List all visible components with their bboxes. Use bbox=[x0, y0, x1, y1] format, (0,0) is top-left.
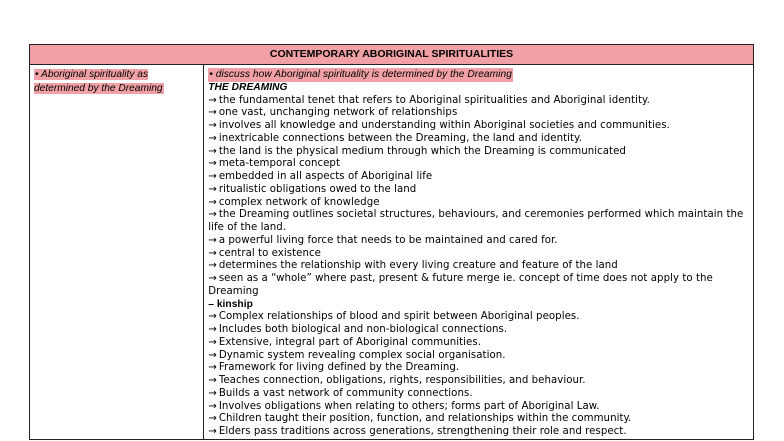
dreaming-point-text: the fundamental tenet that refers to Aboriginal spiritualities and Aboriginal identity. bbox=[218, 94, 650, 106]
dreaming-point bbox=[208, 95, 749, 108]
dreaming-point bbox=[208, 184, 749, 197]
arrow-icon: → bbox=[208, 400, 217, 412]
dreaming-point-text: meta-temporal concept bbox=[218, 158, 340, 170]
dreaming-point-text: determines the relationship with every living creature and feature of the land bbox=[218, 260, 618, 272]
content-cell bbox=[204, 65, 754, 440]
dreaming-point-text: ritualistic obligations owed to the land bbox=[218, 183, 417, 195]
dreaming-point bbox=[208, 107, 749, 120]
dreaming-list bbox=[208, 95, 749, 299]
dreaming-point-text: a powerful living force that needs to be maintained and cared for. bbox=[218, 234, 558, 246]
arrow-icon: → bbox=[208, 260, 217, 272]
syllabus-table bbox=[29, 44, 754, 440]
kinship-point bbox=[208, 324, 749, 337]
arrow-icon: → bbox=[208, 336, 217, 348]
arrow-icon: → bbox=[208, 413, 217, 425]
topic-cell bbox=[30, 65, 204, 440]
kinship-point-text: Children taught their position, function, and relationships within the community. bbox=[218, 413, 632, 425]
outcome-text: • discuss how Aboriginal spirituality is determined by the Dreaming bbox=[209, 69, 512, 80]
kinship-point bbox=[208, 362, 749, 375]
arrow-icon: → bbox=[208, 120, 217, 131]
dreaming-point-text: complex network of knowledge bbox=[218, 196, 380, 208]
kinship-point-text: Includes both biological and non-biological connections. bbox=[218, 324, 508, 335]
arrow-icon: → bbox=[208, 387, 217, 399]
arrow-icon: → bbox=[208, 273, 217, 284]
arrow-icon: → bbox=[208, 196, 217, 208]
kinship-point bbox=[208, 388, 749, 401]
kinship-point-text: Builds a vast network of community connections. bbox=[218, 387, 473, 399]
arrow-icon: → bbox=[208, 171, 217, 182]
dreaming-point-text: seen as a “whole” where past, present & future merge ie. concept of time does not apply to the Dreaming bbox=[208, 273, 713, 297]
arrow-icon: → bbox=[208, 234, 217, 246]
dreaming-point-text: central to existence bbox=[218, 247, 321, 259]
topic-text: • Aboriginal spirituality as determined by the Dreaming bbox=[34, 69, 163, 94]
arrow-icon: → bbox=[208, 132, 217, 144]
arrow-icon: → bbox=[208, 349, 217, 361]
arrow-icon: → bbox=[208, 158, 217, 170]
arrow-icon: → bbox=[208, 375, 217, 386]
kinship-title: – kinship bbox=[208, 298, 253, 310]
kinship-point-text: Framework for living defined by the Dreaming. bbox=[218, 362, 460, 374]
dreaming-point bbox=[208, 209, 749, 235]
arrow-icon: → bbox=[208, 209, 217, 221]
kinship-point-text: Dynamic system revealing complex social organisation. bbox=[218, 349, 506, 361]
arrow-icon: → bbox=[208, 94, 217, 106]
arrow-icon: → bbox=[208, 324, 217, 335]
arrow-icon: → bbox=[208, 247, 217, 259]
kinship-point bbox=[208, 375, 749, 388]
dreaming-point bbox=[208, 248, 749, 261]
arrow-icon: → bbox=[208, 183, 217, 195]
arrow-icon: → bbox=[208, 311, 217, 323]
arrow-icon: → bbox=[208, 107, 217, 119]
section-title: THE DREAMING bbox=[208, 82, 288, 93]
dreaming-point bbox=[208, 133, 749, 146]
dreaming-point bbox=[208, 120, 749, 133]
kinship-point-text: Involves obligations when relating to others; forms part of Aboriginal Law. bbox=[218, 400, 600, 412]
kinship-point bbox=[208, 350, 749, 363]
kinship-point-text: Complex relationships of blood and spirit between Aboriginal peoples. bbox=[218, 311, 580, 323]
kinship-point-text: Extensive, integral part of Aboriginal communities. bbox=[218, 336, 481, 348]
kinship-point-text: Elders pass traditions across generations, strengthening their role and respect. bbox=[218, 426, 627, 437]
kinship-point bbox=[208, 413, 749, 426]
dreaming-point bbox=[208, 158, 749, 171]
arrow-icon: → bbox=[208, 145, 217, 157]
dreaming-point-text: inextricable connections between the Dreaming, the land and identity. bbox=[218, 132, 582, 144]
dreaming-point bbox=[208, 171, 749, 184]
dreaming-point bbox=[208, 273, 749, 299]
dreaming-point bbox=[208, 197, 749, 210]
kinship-point bbox=[208, 311, 749, 324]
dreaming-point-text: one vast, unchanging network of relationships bbox=[218, 107, 458, 119]
kinship-point-text: Teaches connection, obligations, rights, responsibilities, and behaviour. bbox=[218, 375, 586, 386]
dreaming-point bbox=[208, 260, 749, 273]
dreaming-point bbox=[208, 235, 749, 248]
table-header: CONTEMPORARY ABORIGINAL SPIRITUALITIES bbox=[30, 45, 754, 65]
kinship-point bbox=[208, 426, 749, 439]
kinship-point bbox=[208, 401, 749, 414]
dreaming-point-text: the Dreaming outlines societal structures, behaviours, and ceremonies performed which maintain the life of the land. bbox=[208, 209, 744, 233]
dreaming-point-text: involves all knowledge and understanding within Aboriginal societies and communities. bbox=[218, 120, 670, 131]
kinship-point bbox=[208, 337, 749, 350]
dreaming-point-text: embedded in all aspects of Aboriginal life bbox=[218, 171, 433, 182]
arrow-icon: → bbox=[208, 426, 217, 437]
dreaming-point bbox=[208, 146, 749, 159]
kinship-list bbox=[208, 311, 749, 439]
dreaming-point-text: the land is the physical medium through which the Dreaming is communicated bbox=[218, 145, 626, 157]
arrow-icon: → bbox=[208, 362, 217, 374]
